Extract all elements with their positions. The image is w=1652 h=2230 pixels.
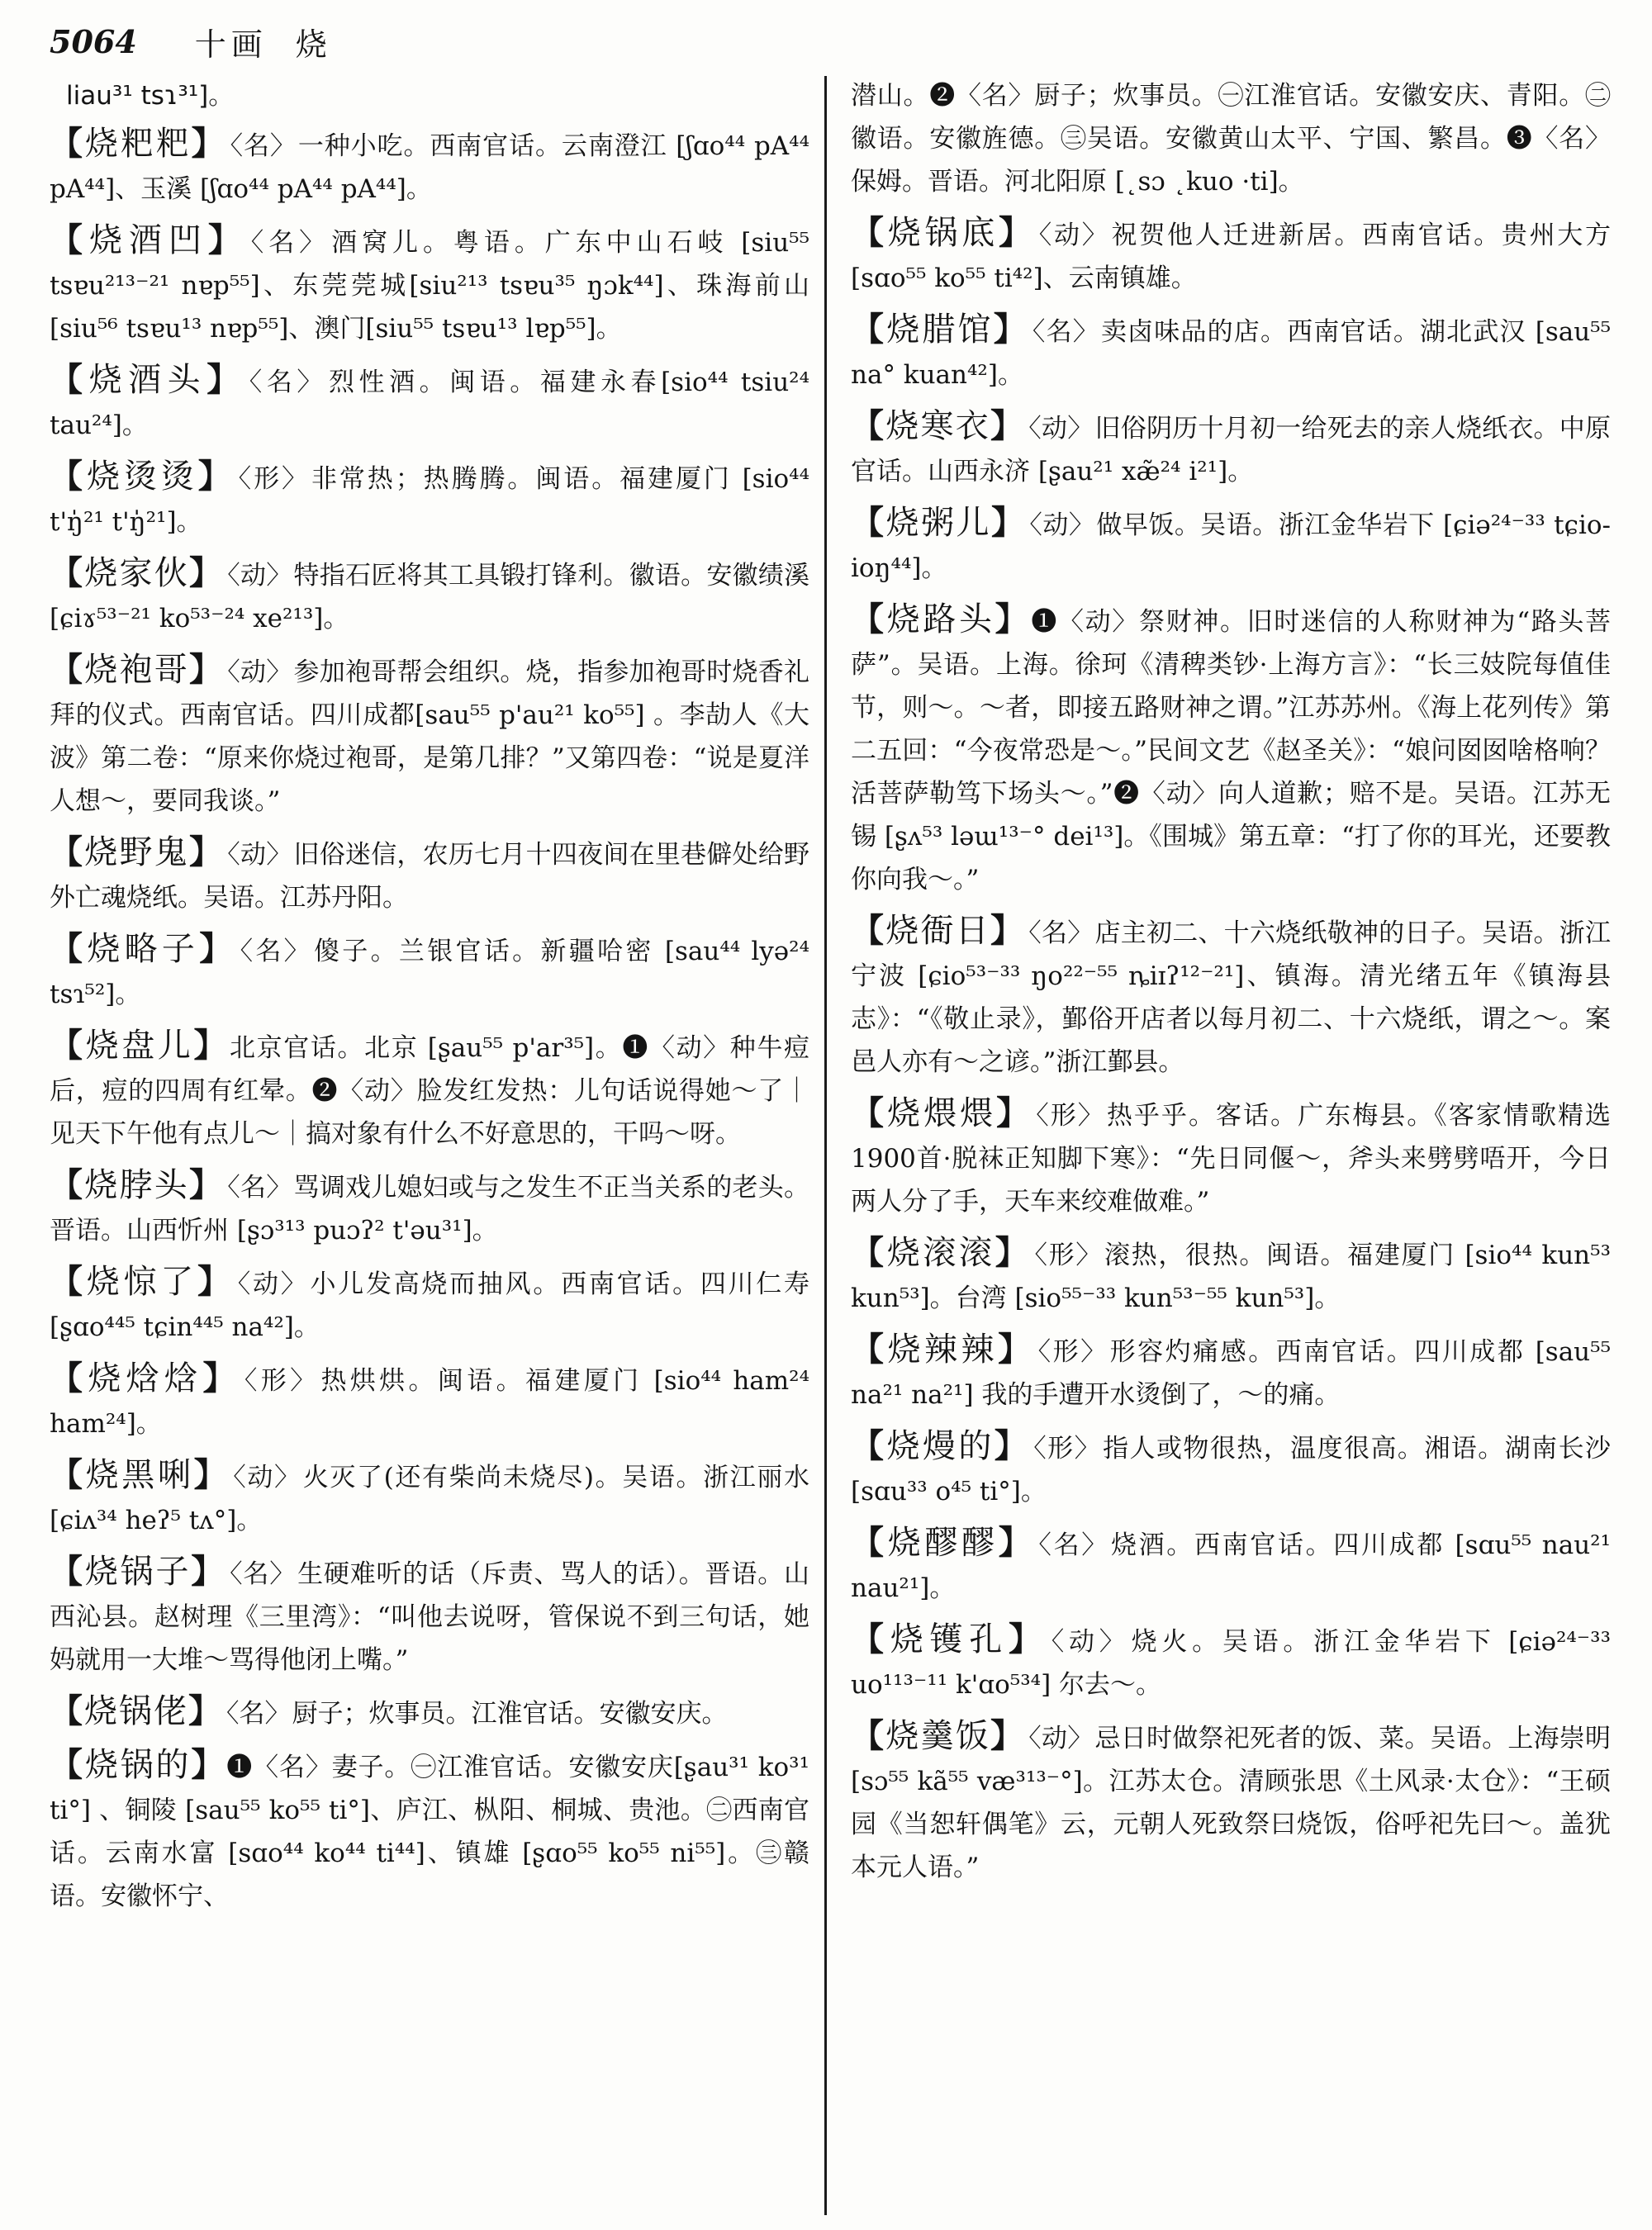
column-divider	[824, 76, 827, 2215]
entry-headword	[851, 1620, 1048, 1658]
headword-text: 烧镬孔	[890, 1620, 1009, 1658]
left-bracket: 【	[50, 1359, 88, 1397]
entry-headword	[50, 1456, 230, 1494]
page-header	[50, 12, 1619, 71]
entry-definition: 旧俗阴历十月初一给死去的亲人烧纸衣。中原官话。山西永济 [ʂau²¹ xæ̃²⁴ i²¹]。	[851, 414, 1612, 486]
entry-headword	[851, 1094, 1032, 1132]
entry-headword	[851, 504, 1026, 542]
dictionary-entry	[50, 1690, 809, 1735]
section-title: 十画	[194, 26, 268, 63]
left-bracket: 【	[50, 1165, 85, 1204]
headword-text: 烧略子	[87, 930, 200, 968]
right-bracket: 】	[199, 929, 237, 968]
entry-definition: 酒窝儿。粤语。广东中山石岐 [siu⁵⁵ tsɐu²¹³⁻²¹ nɐp⁵⁵]、东莞莞城[siu²¹³ tsɐu³⁵ ŋɔk⁴⁴]、珠海前山 [siu⁵⁶ tsɐu¹³ nɐp⁵⁵]、澳门[siu⁵⁵ tsɐu¹³ lɐp⁵⁵]。	[50, 228, 810, 344]
headword-text: 烧熳的	[886, 1427, 995, 1465]
entry-headword	[50, 125, 227, 163]
dictionary-entry	[50, 1454, 809, 1542]
entry-definition: 参加袍哥帮会组织。烧，指参加袍哥时烧香礼拜的仪式。西南官话。四川成都[sau⁵⁵ p'au²¹ ko⁵⁵] 。李劼人《大波》第二卷：“原来你烧过袍哥，是第几排？”又第四卷：“说是夏洋人想～，要同我谈。”	[50, 657, 810, 816]
right-bracket: 】	[998, 1330, 1035, 1369]
entry-definition: ❶〈动〉祭财神。旧时迷信的人称财神为“路头菩萨”。吴语。上海。徐珂《清稗类钞·上海方言》：“长三妓院每值佳节，则～。～者，即接五路财神之谓。”江苏苏州。《海上花列传》第二五回：“今夜常恐是～。”民间文艺《赵圣关》：“娘问囡囡啥格响？活菩萨勒笃下场头～。”❷〈动〉向人道歉；赔不是。吴语。江苏无锡 [ʂʌ⁵³ ləɯ¹³⁻° dei¹³]。《围城》第五章：“打了你的耳光，还要教你向我～。”	[851, 607, 1612, 894]
entry-definition: 指人或物很热，温度很高。湘语。湖南长沙 [sɑu³³ o⁴⁵ ti°]。	[851, 1434, 1612, 1506]
part-of-speech: 〈名〉	[1028, 918, 1094, 948]
left-bracket: 【	[50, 833, 85, 871]
dictionary-entry	[851, 909, 1611, 1084]
entry-definition: 北京官话。北京 [ʂau⁵⁵ p'ar³⁵]。❶〈动〉种牛痘后，痘的四周有红晕。❷〈动〉脸发红发热：儿句话说得她～了｜见天下午他有点儿～｜搞对象有什么不好意思的，干吗～呀。	[50, 1033, 809, 1149]
dictionary-entry	[50, 552, 809, 640]
right-bracket: 】	[998, 213, 1036, 252]
right-bracket: 】	[990, 1716, 1026, 1755]
left-bracket: 【	[50, 1262, 87, 1301]
dictionary-entry	[50, 358, 809, 447]
right-bracket: 】	[191, 1745, 227, 1784]
right-bracket: 】	[188, 833, 225, 871]
entry-definition: 旧俗迷信，农历七月十四夜间在里巷僻处给野外亡魂烧纸。吴语。江苏丹阳。	[50, 840, 810, 913]
part-of-speech: 〈动〉	[233, 1463, 301, 1492]
right-bracket: 】	[197, 457, 235, 496]
dictionary-entry	[50, 928, 809, 1016]
dictionary-entry	[851, 308, 1611, 396]
part-of-speech: 〈名〉	[230, 131, 297, 161]
left-bracket: 【	[851, 1094, 888, 1132]
right-bracket: 】	[995, 1233, 1032, 1272]
headword-text: 烧滚滚	[886, 1234, 995, 1272]
entry-definition: 骂调戏儿媳妇或与之发生不正当关系的老头。晋语。山西忻州 [ʂɔ³¹³ puɔʔ² t'əu³¹]。	[50, 1173, 810, 1245]
headword-text: 烧粑粑	[84, 125, 192, 163]
dictionary-entry	[851, 1328, 1611, 1416]
entry-definition: 傻子。兰银官话。新疆哈密 [sau⁴⁴ lyə²⁴ tsɿ⁵²]。	[50, 937, 810, 1009]
part-of-speech: 〈形〉	[1036, 1101, 1105, 1131]
entry-headword	[851, 1234, 1031, 1272]
dictionary-entry	[851, 598, 1611, 901]
dictionary-entry	[851, 1231, 1611, 1320]
part-of-speech: 〈名〉	[226, 1699, 291, 1729]
entry-headword	[50, 930, 237, 968]
right-bracket: 】	[995, 600, 1032, 638]
entry-definition: 小儿发高烧而抽风。西南官话。四川仁寿 [ʂɑo⁴⁴⁵ tɕin⁴⁴⁵ na⁴²]。	[50, 1269, 810, 1342]
entry-definition: 忌日时做祭祀死者的饭、菜。吴语。上海崇明 [sɔ⁵⁵ kã⁵⁵ væ³¹³⁻°]。江苏太仓。清顾张思《土风录·太仓》：“王硕园《当恕轩偶笔》云，元朝人死致祭曰烧饭，俗呼祀先曰～。盖犹本元人语。”	[851, 1724, 1612, 1882]
headword-text: 烧衙日	[885, 912, 990, 950]
entry-headword	[851, 1427, 1030, 1465]
part-of-speech: 〈动〉	[1038, 221, 1110, 250]
entry-definition: 生硬难听的话（斥责、骂人的话）。晋语。山西沁县。赵树理《三里湾》：“叫他去说呀，管保说不到三句话，她妈就用一大堆～骂得他闭上嘴。”	[50, 1559, 810, 1675]
right-bracket: 】	[1009, 1620, 1048, 1658]
right-bracket: 】	[996, 1094, 1033, 1132]
left-bracket: 【	[851, 1523, 888, 1562]
headword-text: 烧辣辣	[887, 1331, 999, 1369]
part-of-speech: 〈形〉	[238, 464, 310, 494]
dictionary-entry	[851, 1092, 1611, 1223]
entry-definition: 烈性酒。闽语。福建永春[sio⁴⁴ tsiu²⁴ tau²⁴]。	[50, 368, 810, 440]
head-character: 烧	[295, 26, 327, 63]
right-bracket: 】	[188, 1165, 225, 1204]
part-of-speech: 〈动〉	[1029, 510, 1095, 540]
dictionary-entry	[50, 1164, 809, 1252]
entry-headword	[851, 214, 1036, 252]
part-of-speech: 〈动〉	[227, 657, 292, 687]
dictionary-entry	[50, 648, 809, 823]
dictionary-entry	[851, 1521, 1611, 1610]
dictionary-entry	[851, 1618, 1611, 1706]
right-bracket: 】	[993, 310, 1029, 349]
left-bracket: 【	[50, 929, 88, 968]
right-bracket: 】	[191, 1552, 227, 1591]
headword-text: 烧醪醪	[887, 1524, 999, 1562]
left-bracket: 【	[50, 124, 85, 163]
entry-headword	[851, 1524, 1035, 1562]
entry-headword	[851, 912, 1025, 950]
headword-text: 烧酒凹	[88, 221, 208, 259]
right-bracket: 】	[197, 1262, 235, 1301]
headword-text: 烧锅佬	[84, 1692, 188, 1730]
headword-text: 烧酒头	[88, 361, 207, 399]
headword-text: 烧袍哥	[84, 651, 189, 689]
entry-definition: ❶〈名〉妻子。㊀江淮官话。安徽安庆[ʂau³¹ ko³¹ ti°] 、铜陵 [sau⁵⁵ ko⁵⁵ ti°]、庐江、枞阳、桐城、贵池。㊁西南官话。云南水富 [sɑo⁴⁴ ko⁴⁴ ti⁴⁴]、镇雄 [ʂɑo⁵⁵ ko⁵⁵ ni⁵⁵]。㊂赣语。安徽怀宁、	[50, 1753, 810, 1911]
left-bracket: 【	[851, 1330, 888, 1369]
left-bracket: 【	[851, 406, 886, 445]
right-bracket: 】	[188, 553, 225, 592]
entry-headword	[851, 600, 1031, 638]
part-of-speech: 〈名〉	[1038, 1530, 1109, 1560]
left-bracket: 【	[851, 1620, 890, 1658]
left-bracket: 【	[50, 650, 85, 689]
entry-headword	[50, 833, 224, 871]
part-of-speech: 〈动〉	[1028, 414, 1094, 444]
dictionary-entry	[50, 1744, 809, 1918]
headword-text: 烧野鬼	[84, 833, 189, 871]
entry-headword	[50, 651, 224, 689]
part-of-speech: 〈形〉	[1034, 1241, 1103, 1270]
headword-text: 烧黑唎	[85, 1456, 194, 1494]
headword-text: 烧家伙	[84, 554, 189, 592]
left-bracket: 【	[50, 1552, 85, 1591]
entry-headword	[851, 311, 1029, 349]
headword-text: 烧焓焓	[88, 1359, 203, 1397]
left-bracket: 【	[50, 360, 89, 399]
dictionary-entry	[50, 1357, 809, 1445]
dictionary-entry	[50, 455, 809, 543]
left-bracket: 【	[851, 1426, 887, 1465]
right-bracket: 】	[990, 406, 1026, 445]
headword-text: 烧路头	[886, 600, 995, 638]
headword-text: 烧脖头	[84, 1166, 189, 1204]
right-bracket: 】	[206, 360, 246, 399]
part-of-speech: 〈动〉	[227, 840, 292, 870]
left-bracket: 【	[851, 911, 886, 950]
dictionary-entry	[50, 1024, 809, 1155]
left-bracket: 【	[50, 221, 89, 259]
right-bracket: 】	[202, 1359, 241, 1397]
right-bracket: 】	[207, 221, 248, 259]
dictionary-entry	[50, 1550, 809, 1682]
part-of-speech: 〈动〉	[1051, 1627, 1130, 1657]
part-of-speech: 〈名〉	[1032, 317, 1099, 347]
entry-headword	[50, 1166, 224, 1204]
part-of-speech: 〈名〉	[250, 228, 330, 258]
entry-definition: 祝贺他人迁进新居。西南官话。贵州大方 [sɑo⁵⁵ ko⁵⁵ ti⁴²]、云南镇雄。	[851, 221, 1612, 293]
right-bracket: 】	[990, 503, 1027, 542]
left-bracket: 【	[851, 1716, 886, 1755]
entry-headword	[50, 1692, 223, 1730]
part-of-speech: 〈名〉	[240, 937, 312, 966]
entry-definition: 热烘烘。闽语。福建厦门 [sio⁴⁴ ham²⁴ ham²⁴]。	[50, 1366, 810, 1439]
left-bracket: 【	[50, 1026, 86, 1065]
continuation-text: liau³¹ tsɿ³¹]。	[66, 81, 235, 111]
part-of-speech: 〈形〉	[244, 1366, 320, 1396]
entry-headword	[50, 221, 248, 259]
entry-definition: 烧火。吴语。浙江金华岩下 [ɕiə²⁴⁻³³ uo¹¹³⁻¹¹ k'ɑo⁵³⁴] 尔去～。	[851, 1627, 1612, 1700]
part-of-speech: 〈名〉	[249, 368, 327, 397]
entry-definition: 烧酒。西南官话。四川成都 [sɑu⁵⁵ nau²¹ nau²¹]。	[851, 1530, 1612, 1603]
entry-headword	[50, 1263, 235, 1301]
entry-headword	[50, 1027, 230, 1065]
entry-definition: 非常热；热腾腾。闽语。福建厦门 [sio⁴⁴ t'ŋ̍²¹ t'ŋ̍²¹]。	[50, 464, 810, 537]
headword-text: 烧锅底	[887, 214, 999, 252]
headword-text: 烧盘儿	[85, 1027, 194, 1065]
headword-text: 烧锅子	[84, 1553, 192, 1591]
entry-definition: 卖卤味品的店。西南官话。湖北武汉 [sau⁵⁵ na° kuan⁴²]。	[851, 317, 1612, 390]
left-bracket: 【	[851, 310, 887, 349]
dictionary-entry	[50, 831, 809, 919]
left-bracket: 【	[50, 553, 85, 592]
headword-text: 烧羹饭	[885, 1717, 990, 1755]
headword-text: 烧煨煨	[887, 1094, 997, 1132]
right-bracket: 】	[990, 911, 1026, 950]
right-bracket: 】	[188, 1691, 223, 1730]
right-column	[851, 74, 1611, 1897]
dictionary-entry	[851, 1715, 1611, 1889]
entry-definition: 店主初二、十六烧纸敬神的日子。吴语。浙江宁波 [ɕio⁵³⁻³³ ŋo²²⁻⁵⁵ ȵiɪʔ¹²⁻²¹]、镇海。清光绪五年《镇海县志》：“《敬止录》，鄞俗开店者以每月初二、十六烧纸，谓之～。案邑人亦有～之谚。”浙江鄞县。	[851, 918, 1612, 1077]
entry-headword	[851, 1717, 1025, 1755]
dictionary-entry	[50, 122, 809, 211]
page-number: 5064	[50, 22, 137, 60]
entry-headword	[851, 407, 1025, 445]
entry-headword	[50, 1359, 241, 1397]
headword-text: 烧惊了	[86, 1263, 197, 1301]
left-column	[50, 74, 809, 1926]
dictionary-entry	[50, 1260, 809, 1349]
entry-definition: 火灭了(还有柴尚未烧尽)。吴语。浙江丽水 [ɕiʌ³⁴ heʔ⁵ tʌ°]。	[50, 1463, 810, 1535]
headword-text: 烧粥儿	[885, 504, 991, 542]
right-bracket: 】	[193, 1026, 230, 1065]
part-of-speech: 〈动〉	[1028, 1724, 1094, 1753]
entry-headword	[50, 554, 224, 592]
headword-text: 烧锅的	[84, 1746, 192, 1784]
right-bracket: 】	[994, 1426, 1031, 1465]
dictionary-entry	[851, 501, 1611, 590]
left-bracket: 【	[851, 600, 887, 638]
dictionary-entry	[851, 405, 1611, 493]
entry-definition: 滚热，很热。闽语。福建厦门 [sio⁴⁴ kun⁵³ kun⁵³]。台湾 [sio⁵⁵⁻³³ kun⁵³⁻⁵⁵ kun⁵³]。	[851, 1241, 1612, 1313]
entry-definition: 形容灼痛感。西南官话。四川成都 [sau⁵⁵ na²¹ na²¹] 我的手遭开水烫倒了，～的痛。	[851, 1337, 1612, 1410]
left-bracket: 【	[851, 1233, 887, 1272]
entry-definition: 热乎乎。客话。广东梅县。《客家情歌精选1900首·脱袜正知脚下寒》：“先日同偃～，斧头来劈劈唔开，今日两人分了手，天车来绞难做难。”	[851, 1101, 1612, 1217]
entry-definition: 特指石匠将其工具锻打锋利。徽语。安徽绩溪 [ɕiɤ⁵³⁻²¹ ko⁵³⁻²⁴ xe²¹³]。	[50, 561, 810, 633]
part-of-speech: 〈动〉	[227, 561, 292, 591]
entry-headword	[50, 1746, 226, 1784]
left-bracket: 【	[851, 213, 888, 252]
dictionary-entry	[50, 219, 809, 350]
part-of-speech: 〈动〉	[237, 1269, 309, 1299]
left-bracket: 【	[50, 457, 87, 496]
entry-headword	[50, 458, 235, 496]
right-bracket: 】	[191, 124, 227, 163]
entry-headword	[851, 1331, 1035, 1369]
part-of-speech: 〈形〉	[1037, 1337, 1108, 1367]
left-bracket: 【	[50, 1691, 84, 1730]
right-bracket: 】	[998, 1523, 1036, 1562]
left-bracket: 【	[50, 1745, 85, 1784]
headword-text: 烧腊馆	[886, 311, 994, 349]
left-bracket: 【	[50, 1455, 86, 1494]
continuation-text: 潜山。❷〈名〉厨子；炊事员。㊀江淮官话。安徽安庆、青阳。㊁徽语。安徽旌德。㊂吴语。安徽黄山太平、宁国、繁昌。❸〈名〉保姆。晋语。河北阳原 [˛sɔ ˛kuo ·ti]。	[851, 81, 1611, 197]
dictionary-entry	[851, 1425, 1611, 1513]
headword-text: 烧寒衣	[885, 407, 990, 445]
headword-text: 烧烫烫	[86, 458, 198, 496]
dictionary-entry	[851, 211, 1611, 300]
left-bracket: 【	[851, 503, 886, 542]
entry-headword	[50, 1553, 226, 1591]
entry-definition: 做早饭。吴语。浙江金华岩下 [ɕiə²⁴⁻³³ tɕio-ioŋ⁴⁴]。	[851, 510, 1611, 583]
entry-headword	[50, 361, 246, 399]
part-of-speech: 〈形〉	[1033, 1434, 1102, 1464]
right-bracket: 】	[193, 1455, 230, 1494]
part-of-speech: 〈名〉	[227, 1173, 292, 1203]
entry-definition: 一种小吃。西南官话。云南澄江 [ʃɑo⁴⁴ pA⁴⁴ pA⁴⁴]、玉溪 [ʃɑo⁴⁴ pA⁴⁴ pA⁴⁴]。	[50, 131, 810, 204]
right-bracket: 】	[188, 650, 225, 689]
entry-definition: 厨子；炊事员。江淮官话。安徽安庆。	[292, 1699, 728, 1729]
part-of-speech: 〈名〉	[230, 1559, 297, 1589]
